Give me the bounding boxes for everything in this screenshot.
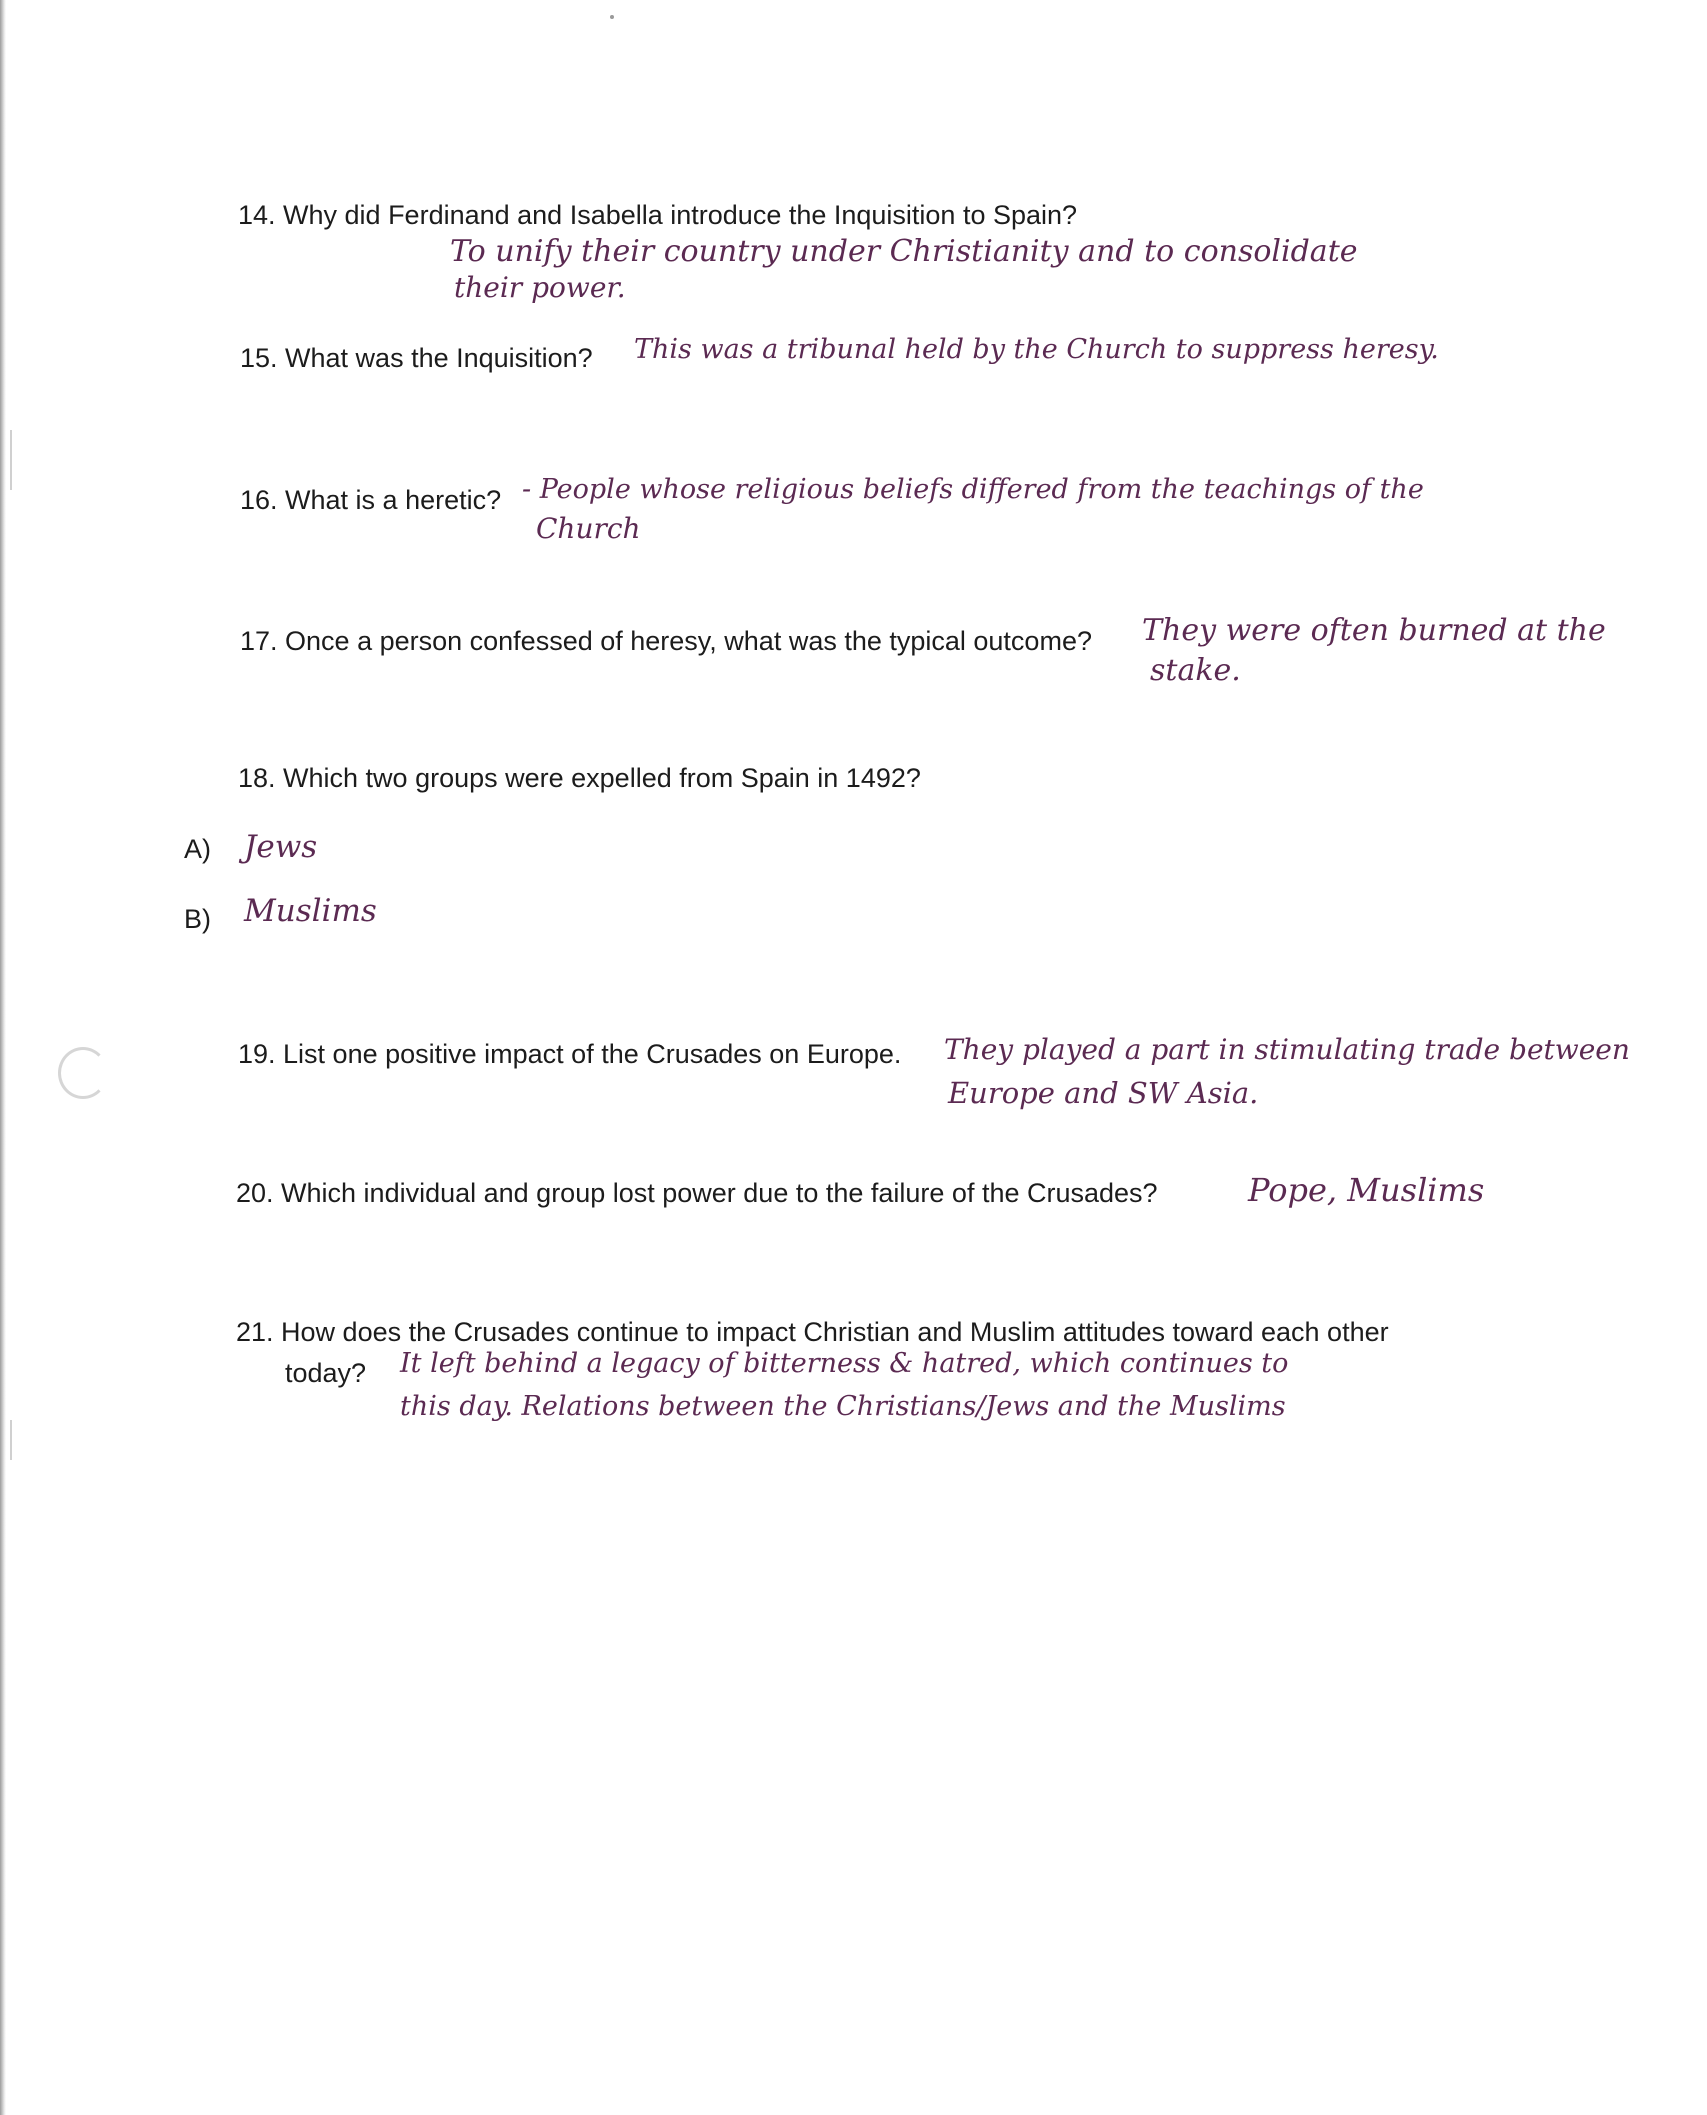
answer-17-line-2: stake. [1150,653,1241,688]
scan-edge-mark [10,430,12,490]
answer-14-line-1: To unify their country under Christianity and to consolidate [450,234,1358,269]
question-19: 19. List one positive impact of the Crusades on Europe. [238,1039,902,1069]
option-label-b: B) [184,904,211,934]
answer-18-a: Jews [244,829,318,865]
question-17: 17. Once a person confessed of heresy, what was the typical outcome? [240,626,1092,656]
answer-19-line-2: Europe and SW Asia. [948,1076,1259,1110]
answer-20: Pope, Muslims [1248,1171,1485,1209]
scan-edge-mark [10,1420,12,1460]
answer-15: This was a tribunal held by the Church to suppress heresy. [634,334,1439,365]
question-18: 18. Which two groups were expelled from Spain in 1492? [238,763,921,793]
answer-17-line-1: They were often burned at the [1142,613,1606,648]
question-15: 15. What was the Inquisition? [240,343,593,373]
scan-speck [610,15,614,19]
punch-hole-mark [58,1047,108,1099]
answer-21-line-2: this day. Relations between the Christians/Jews and the Muslims [400,1391,1286,1422]
question-16: 16. What is a heretic? [240,485,502,515]
answer-19-line-1: They played a part in stimulating trade between [944,1033,1630,1066]
answer-18-b: Muslims [244,893,377,929]
answer-16-line-2: Church [536,512,641,545]
answer-16-line-1: - People whose religious beliefs differed from the teachings of the [522,474,1424,505]
answer-21-line-1: It left behind a legacy of bitterness & hatred, which continues to [400,1348,1289,1379]
question-14: 14. Why did Ferdinand and Isabella introduce the Inquisition to Spain? [238,200,1078,230]
answer-14-line-2: their power. [454,271,626,304]
question-20: 20. Which individual and group lost power due to the failure of the Crusades? [236,1178,1158,1208]
scan-page-edge [0,0,6,2115]
question-21-continuation: today? [285,1358,367,1388]
option-label-a: A) [184,834,211,864]
question-21: 21. How does the Crusades continue to impact Christian and Muslim attitudes toward each other [236,1317,1389,1347]
